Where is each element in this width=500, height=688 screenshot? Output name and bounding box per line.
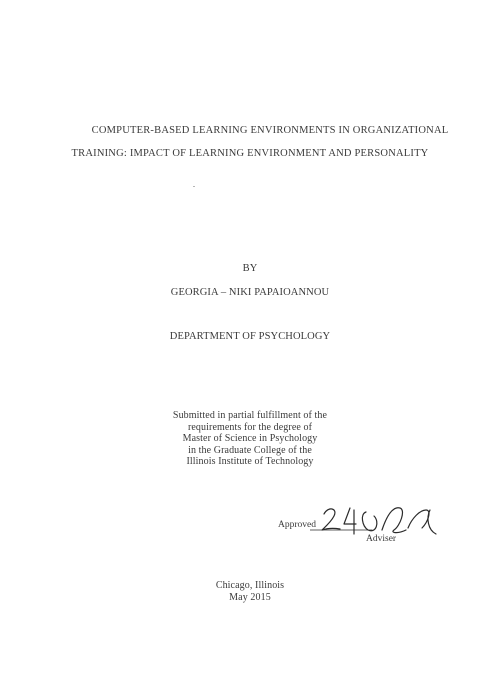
submission-line-2: requirements for the degree of (187, 421, 313, 433)
by-label: BY (242, 263, 258, 274)
submission-line-1: Submitted in partial fulfillment of the (172, 410, 328, 421)
date: May 2015 (229, 592, 271, 603)
approved-label: Approved (278, 520, 316, 530)
submission-line-4: in the Graduate College of the (188, 444, 312, 456)
submission-line-3: Master of Science in Psychology (182, 433, 318, 444)
submission-line-5: Illinois Institute of Technology (186, 456, 314, 467)
location: Chicago, Illinois (215, 580, 285, 591)
adviser-label: Adviser (366, 534, 397, 544)
department: DEPARTMENT OF PSYCHOLOGY (169, 331, 331, 342)
title-line-2: TRAINING: IMPACT OF LEARNING ENVIRONMENT AND PERSONALITY (71, 148, 429, 159)
scan-speck (193, 186, 195, 187)
author-name: GEORGIA – NIKI PAPAIOANNOU (170, 287, 330, 298)
title-line-1: COMPUTER-BASED LEARNING ENVIRONMENTS IN ORGANIZATIONAL (91, 125, 449, 136)
